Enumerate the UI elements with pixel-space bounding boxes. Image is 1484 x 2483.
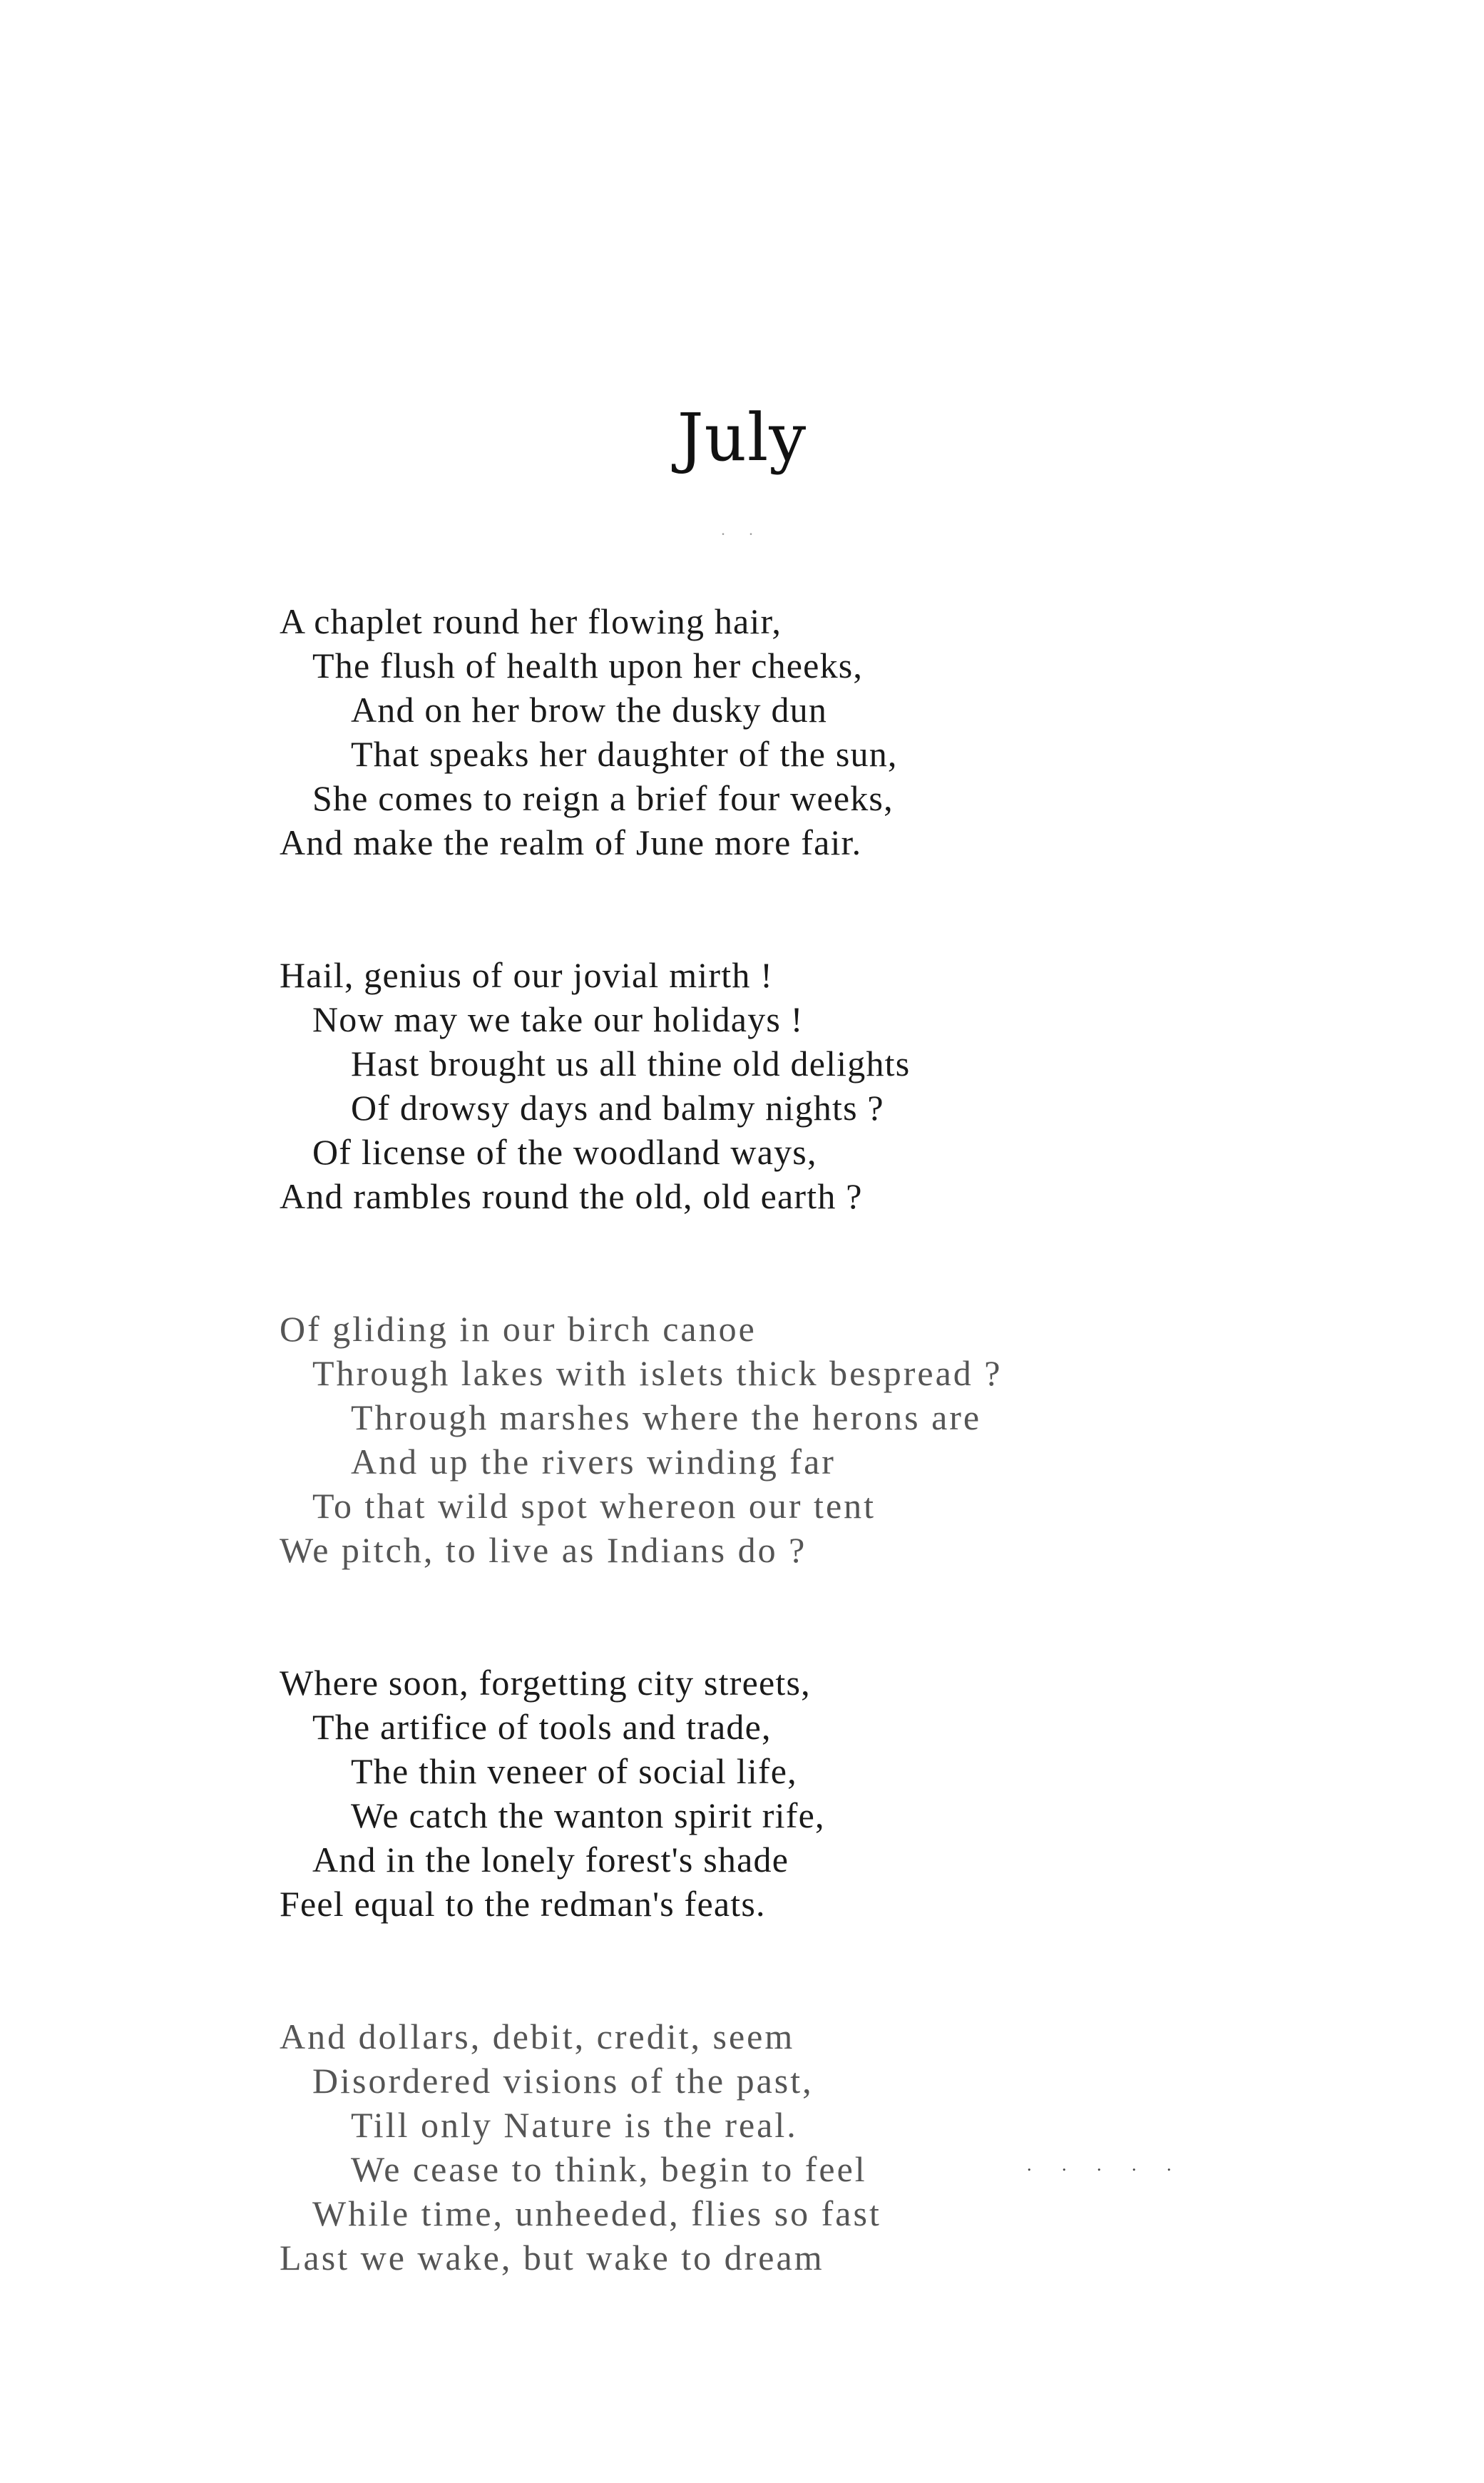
- poem-line: Of drowsy days and balmy nights ?: [351, 1088, 884, 1128]
- poem-line: Now may we take our holidays !: [312, 999, 804, 1039]
- stanza-2: [280, 953, 1385, 1218]
- page-title: July: [677, 399, 807, 476]
- poem-line: Through marshes where the herons are: [351, 1397, 982, 1437]
- poem-line: Last we wake, but wake to dream: [280, 2238, 824, 2278]
- poem-body: [280, 599, 1385, 2368]
- poem-line: Hail, genius of our jovial mirth !: [280, 955, 774, 995]
- poem-line: We pitch, to live as Indians do ?: [280, 1530, 807, 1570]
- poem-line: Through lakes with islets thick bespread ?: [312, 1353, 1003, 1393]
- poem-line: Of gliding in our birch canoe: [280, 1309, 757, 1349]
- poem-line: To that wild spot whereon our tent: [312, 1486, 876, 1526]
- poem-line: Feel equal to the redman's feats.: [280, 1884, 766, 1924]
- poem-line: Where soon, forgetting city streets,: [280, 1663, 811, 1703]
- poem-line: And on her brow the dusky dun: [351, 690, 828, 730]
- poem-line: While time, unheeded, flies so fast: [312, 2193, 881, 2233]
- page-folio: . . . . .: [1027, 2154, 1184, 2175]
- stanza-1: [280, 599, 1385, 865]
- poem-line: The artifice of tools and trade,: [312, 1707, 772, 1747]
- poem-line: She comes to reign a brief four weeks,: [312, 778, 894, 818]
- poem-line: A chaplet round her flowing hair,: [280, 601, 782, 641]
- poem-line: Of license of the woodland ways,: [312, 1132, 817, 1172]
- stanza-4: [280, 1661, 1385, 1926]
- stanza-5: [280, 2014, 1385, 2280]
- poem-line: The flush of health upon her cheeks,: [312, 646, 864, 685]
- title-ornament: . .: [721, 521, 763, 539]
- stanza-3: [280, 1307, 1385, 1572]
- poem-line: Disordered visions of the past,: [312, 2061, 814, 2101]
- poem-line: That speaks her daughter of the sun,: [351, 734, 898, 774]
- poem-line: We cease to think, begin to feel: [351, 2149, 867, 2189]
- poem-line: And dollars, debit, credit, seem: [280, 2017, 795, 2056]
- poem-line: And rambles round the old, old earth ?: [280, 1176, 863, 1216]
- poem-line: And up the rivers winding far: [351, 1442, 836, 1482]
- poem-line: We catch the wanton spirit rife,: [351, 1795, 825, 1835]
- poem-line: And in the lonely forest's shade: [312, 1840, 789, 1880]
- poem-line: Till only Nature is the real.: [351, 2105, 798, 2145]
- poem-line: The thin veneer of social life,: [351, 1751, 797, 1791]
- poem-line: And make the realm of June more fair.: [280, 822, 862, 862]
- poem-line: Hast brought us all thine old delights: [351, 1044, 911, 1084]
